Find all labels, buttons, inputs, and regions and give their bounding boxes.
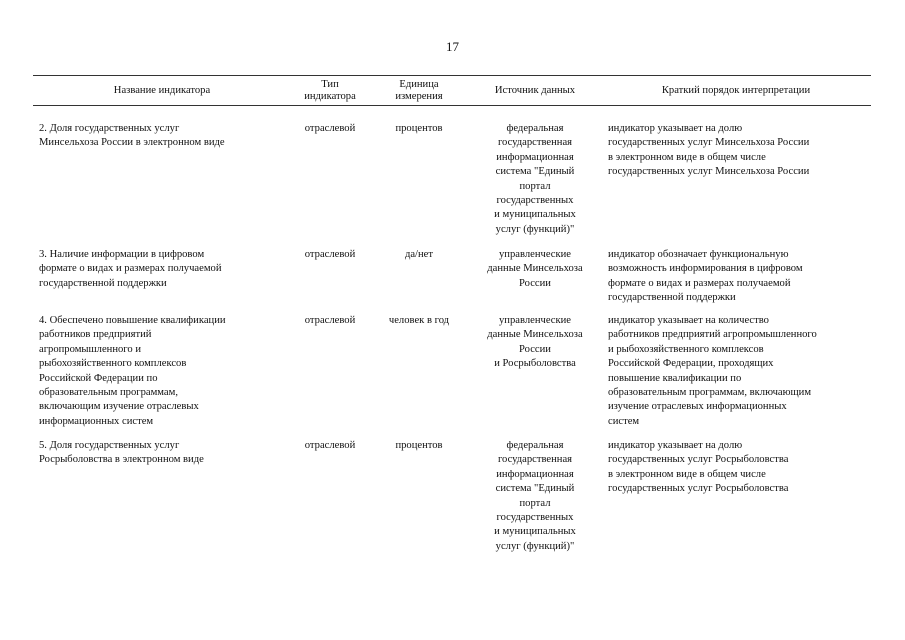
cell-data-source: [469, 248, 601, 314]
text-line: индикатор указывает на количество: [608, 315, 769, 326]
text-line: государственных услуг Минсельхоза России: [608, 137, 810, 149]
text-line: государственной поддержки: [39, 277, 167, 289]
text-line: формате о видах и размерах получаемой: [608, 277, 791, 289]
text-line: процентов: [395, 123, 443, 134]
text-line: и рыбохозяйственного комплексов: [608, 343, 764, 355]
cell-indicator-type: [291, 314, 369, 439]
text-line: данные Минсельхоза: [487, 263, 583, 275]
text-line: отраслевой: [304, 315, 356, 326]
text-line: государственных услуг Минсельхоза России: [608, 166, 810, 178]
text-line: работников предприятий: [39, 329, 152, 341]
text-line: индикатор обозначает функциональную: [608, 249, 789, 260]
header-unit-line: измерения: [395, 91, 443, 102]
text-line: государственных услуг Росрыболовства: [608, 483, 789, 495]
cell-unit: [369, 248, 469, 314]
text-line: отраслевой: [304, 123, 356, 134]
text-line: 3. Наличие информации в цифровом: [39, 249, 205, 260]
text-line: и Росрыболовства: [494, 358, 576, 370]
table-row: [33, 122, 871, 248]
cell-interpretation: [601, 122, 871, 248]
cell-unit: [369, 314, 469, 439]
cell-indicator-type: [291, 439, 369, 559]
text-line: изучение отраслевых информационных: [608, 401, 787, 413]
text-line: формате о видах и размерах получаемой: [39, 263, 222, 275]
text-line: России: [519, 343, 551, 355]
text-line: государственных: [496, 195, 574, 207]
text-line: процентов: [395, 440, 443, 451]
text-line: услуг (функций)": [495, 223, 575, 235]
text-line: и муниципальных: [494, 209, 576, 221]
table-row: [33, 439, 871, 559]
cell-indicator-name: [33, 248, 291, 314]
text-line: государственной поддержки: [608, 292, 736, 304]
cell-unit: [369, 439, 469, 559]
text-line: портал: [519, 180, 551, 192]
text-line: агропромышленного и: [39, 343, 142, 355]
cell-interpretation: [601, 314, 871, 439]
text-line: 4. Обеспечено повышение квалификации: [39, 315, 226, 326]
header-unit-line: Единица: [399, 78, 439, 90]
text-line: система "Единый: [495, 483, 575, 495]
text-line: образовательным программам, включающим: [608, 387, 812, 399]
table-row: [33, 248, 871, 314]
header-data-source-text: Источник данных: [494, 84, 576, 96]
text-line: в электронном виде в общем числе: [608, 468, 766, 480]
cell-indicator-name: [33, 314, 291, 439]
text-line: система "Единый: [495, 166, 575, 178]
cell-data-source: [469, 314, 601, 439]
text-line: включающим изучение отраслевых: [39, 401, 199, 413]
text-line: систем: [608, 415, 640, 427]
cell-indicator-type: [291, 122, 369, 248]
header-interpretation: [601, 77, 871, 105]
text-line: работников предприятий агропромышленного: [608, 329, 817, 341]
table-row: [33, 314, 871, 439]
text-line: человек в год: [388, 315, 450, 326]
header-type-line: индикатора: [304, 91, 356, 102]
text-line: отраслевой: [304, 440, 356, 451]
cell-indicator-name: [33, 439, 291, 559]
header-indicator-type: [291, 77, 369, 105]
text-line: индикатор указывает на долю: [608, 123, 743, 134]
page-number: 17: [446, 39, 459, 54]
text-line: Минсельхоза России в электронном виде: [39, 137, 225, 149]
text-line: портал: [519, 497, 551, 509]
text-line: информационная: [496, 468, 574, 480]
text-line: 2. Доля государственных услуг: [39, 123, 180, 134]
table-top-rule: [33, 75, 871, 76]
cell-interpretation: [601, 439, 871, 559]
cell-indicator-type: [291, 248, 369, 314]
text-line: управленческие: [499, 249, 571, 260]
header-indicator-name: [33, 77, 291, 105]
text-line: возможность информирования в цифровом: [608, 263, 803, 275]
text-line: Росрыболовства в электронном виде: [39, 454, 204, 466]
table-header: [33, 77, 871, 105]
text-line: государственных услуг Росрыболовства: [608, 454, 789, 466]
text-line: Российской Федерации, проходящих: [608, 358, 774, 370]
table-body: [33, 122, 871, 559]
cell-data-source: [469, 122, 601, 248]
text-line: государственная: [497, 454, 573, 466]
header-interpretation-text: Краткий порядок интерпретации: [661, 84, 811, 96]
text-line: информационных систем: [39, 415, 154, 427]
text-line: федеральная: [506, 123, 564, 134]
text-line: 5. Доля государственных услуг: [39, 440, 180, 451]
header-data-source: [469, 77, 601, 105]
text-line: Российской Федерации по: [39, 372, 158, 384]
cell-unit: [369, 122, 469, 248]
text-line: рыбохозяйственного комплексов: [39, 358, 187, 370]
text-line: управленческие: [499, 315, 571, 326]
text-line: государственная: [497, 137, 573, 149]
text-line: России: [519, 277, 551, 289]
header-unit: [369, 77, 469, 105]
text-line: федеральная: [506, 440, 564, 451]
text-line: отраслевой: [304, 249, 356, 260]
table-header-rule: [33, 105, 871, 106]
text-line: государственных: [496, 512, 574, 524]
header-indicator-name-text: Название индикатора: [113, 84, 211, 96]
header-type-line: Тип: [321, 78, 339, 90]
text-line: данные Минсельхоза: [487, 329, 583, 341]
text-line: услуг (функций)": [495, 540, 575, 552]
text-line: в электронном виде в общем числе: [608, 151, 766, 163]
text-line: индикатор указывает на долю: [608, 440, 743, 451]
text-line: повышение квалификации по: [608, 372, 742, 384]
text-line: и муниципальных: [494, 526, 576, 538]
cell-indicator-name: [33, 122, 291, 248]
cell-interpretation: [601, 248, 871, 314]
text-line: информационная: [496, 151, 574, 163]
cell-data-source: [469, 439, 601, 559]
text-line: образовательным программам,: [39, 387, 178, 399]
text-line: да/нет: [404, 249, 434, 260]
